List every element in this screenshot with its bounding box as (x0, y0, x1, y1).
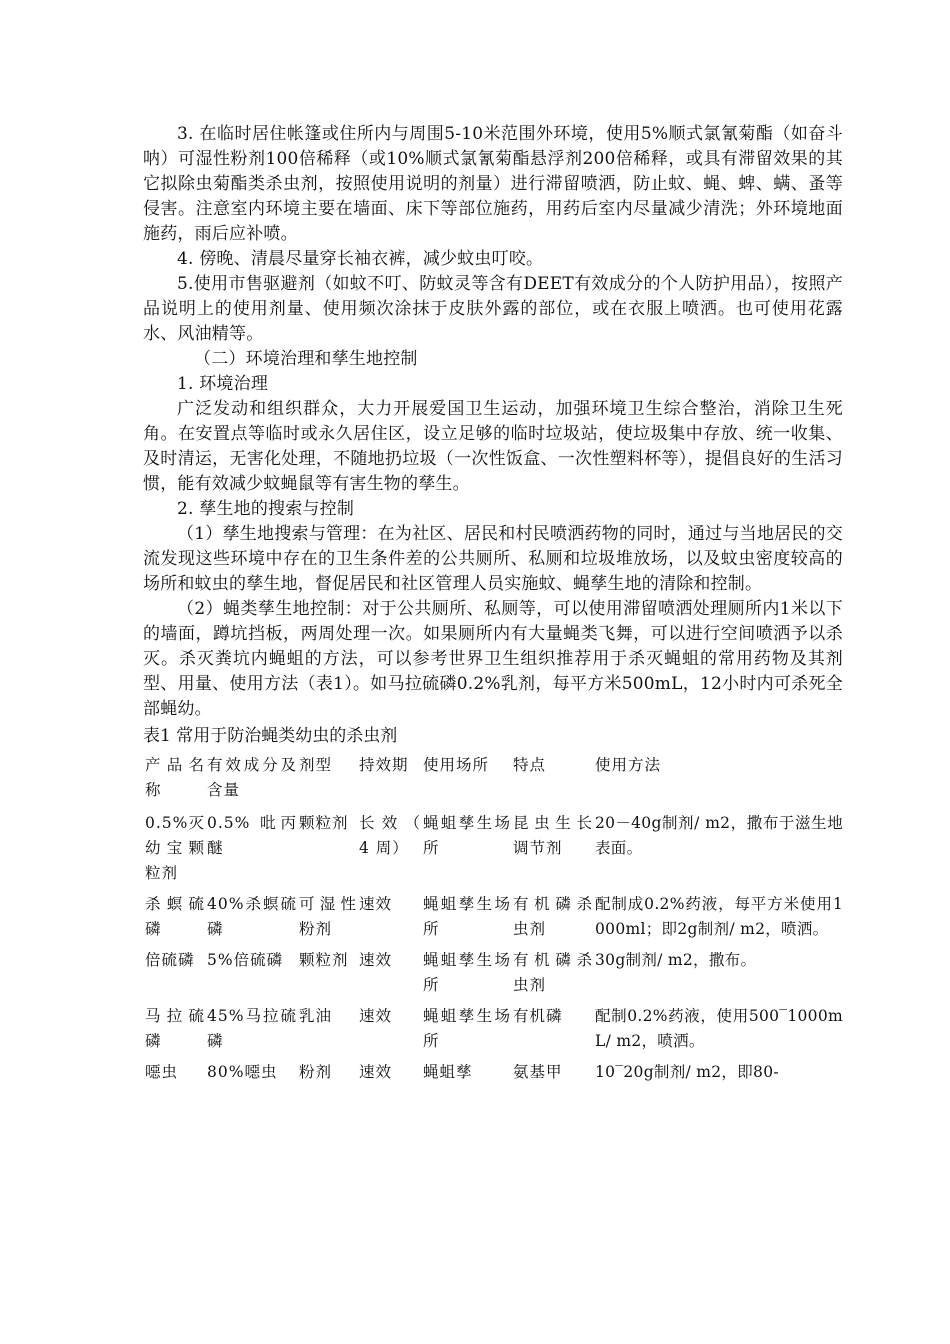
table-row (143, 1056, 843, 1087)
table-cell: 颗粒剂 (299, 951, 349, 969)
subheading-environment: 1. 环境治理 (177, 374, 269, 394)
table-cell: 蝇蛆孳生场所 (423, 1007, 511, 1050)
paragraph-environment: 广泛发动和组织群众，大力开展爱国卫生运动，加强环境卫生综合整治，消除卫生死角。在安置点等临时或永久居住区，设立足够的临时垃圾站，使垃圾集中存放、统一收集、及时清运，无害化处理，不随地扔垃圾（一次性饭盒、一次性塑料杯等），提倡良好的生活习惯，能有效减少蚊蝇鼠等有害生物的孳生。 (143, 399, 843, 494)
header-cell: 产品名称 (145, 756, 205, 799)
table-row (143, 888, 843, 944)
table-cell: 配制成0.2%药液，每平方米使用1000ml；即2g制剂/ m2，喷洒。 (595, 895, 843, 938)
table-cell: 昆虫生长调节剂 (513, 814, 593, 857)
document-page (143, 122, 843, 1087)
table-row (143, 1000, 843, 1056)
table-cell: 有机磷杀虫剂 (513, 895, 593, 938)
table-cell: 蝇蛆孳 (423, 1063, 473, 1081)
section-heading-2: （二）环境治理和孳生地控制 (194, 349, 418, 369)
header-cell: 使用场所 (423, 756, 490, 774)
table-header-row (143, 749, 843, 807)
header-cell: 使用方法 (595, 756, 662, 774)
table-cell: 倍硫磷 (145, 951, 195, 969)
table-row (143, 807, 843, 888)
table-cell: 蝇蛆孳生场所 (423, 951, 511, 994)
table-cell: 速效 (359, 895, 393, 913)
table-cell: 80%噁虫 (207, 1063, 278, 1081)
table-cell: 可湿性粉剂 (299, 895, 357, 938)
header-cell: 有效成分及含量 (207, 756, 297, 799)
table-cell: 有机磷 (513, 1007, 563, 1025)
table-cell: 粉剂 (299, 1063, 333, 1081)
table-cell: 颗粒剂 (299, 814, 349, 832)
paragraph-fly-control: （2）蝇类孳生地控制：对于公共厕所、私厕等，可以使用滞留喷洒处理厕所内1米以下的墙面，蹲坑挡板，两周处理一次。如果厕所内有大量蝇类飞舞，可以进行空间喷洒予以杀灭。杀灭粪坑内蝇蛆的方法，可以参考世界卫生组织推荐用于杀灭蝇蛆的常用药物及其剂型、用量、使用方法（表1）。如马拉硫磷0.2%乳剂，每平方米500mL，12小时内可杀死全部蝇幼。 (143, 599, 843, 719)
header-cell: 特点 (513, 756, 547, 774)
table-cell: 40%杀螟硫磷 (207, 895, 297, 938)
table-cell: 蝇蛆孳生场所 (423, 814, 511, 857)
table-cell: 蝇蛆孳生场所 (423, 895, 511, 938)
table-cell: 噁虫 (145, 1063, 179, 1081)
table-caption: 表1 常用于防治蝇类幼虫的杀虫剂 (143, 726, 398, 746)
header-cell: 剂型 (299, 756, 333, 774)
table-cell: 0.5%灭幼宝颗粒剂 (145, 814, 205, 882)
table-cell: 氨基甲 (513, 1063, 563, 1081)
table-cell: 有机磷杀虫剂 (513, 951, 593, 994)
subheading-breeding-sites: 2. 孳生地的搜索与控制 (177, 499, 355, 519)
table-cell: 乳油 (299, 1007, 333, 1025)
table-cell: 30g制剂/ m2，撒布。 (595, 951, 757, 969)
table-cell: 速效 (359, 951, 393, 969)
table-cell: 速效 (359, 1007, 393, 1025)
paragraph-5: 5.使用市售驱避剂（如蚊不叮、防蚊灵等含有DEET有效成分的个人防护用品），按照产品说明上的使用剂量、使用频次涂抹于皮肤外露的部位，或在衣服上喷洒。也可使用花露水、风油精等。 (143, 274, 843, 344)
table-cell: 0.5% 吡丙醚 (207, 814, 297, 857)
table-cell: 长效（ 4 周） (359, 814, 421, 857)
header-cell: 持效期 (359, 756, 409, 774)
table-row (143, 944, 843, 1000)
table-cell: 马拉硫磷 (145, 1007, 205, 1050)
table-cell: 速效 (359, 1063, 393, 1081)
table-cell: 杀螟硫磷 (145, 895, 205, 938)
table-cell: 10‾20g制剂/ m2，即80- (595, 1063, 779, 1081)
paragraph-breeding-search: （1）孳生地搜索与管理：在为社区、居民和村民喷洒药物的同时，通过与当地居民的交流发现这些环境中存在的卫生条件差的公共厕所、私厕和垃圾堆放场，以及蚊虫密度较高的场所和蚊虫的孳生地，督促居民和社区管理人员实施蚊、蝇孳生地的清除和控制。 (143, 524, 843, 594)
table-cell: 45%马拉硫磷 (207, 1007, 297, 1050)
paragraph-4: 4. 傍晚、清晨尽量穿长袖衣裤，减少蚊虫叮咬。 (177, 249, 544, 269)
paragraph-3: 3. 在临时居住帐篷或住所内与周围5-10米范围外环境，使用5%顺式氯氰菊酯（如奋斗呐）可湿性粉剂100倍稀释（或10%顺式氯氰菊酯悬浮剂200倍稀释，或具有滞留效果的其它拟除虫菊酯类杀虫剂，按照使用说明的剂量）进行滞留喷洒，防止蚊、蝇、蜱、螨、蚤等侵害。注意室内环境主要在墙面、床下等部位施药，用药后室内尽量减少清洗；外环境地面施药，雨后应补喷。 (143, 124, 843, 244)
insecticide-table (143, 749, 843, 1087)
table-cell: 5%倍硫磷 (207, 951, 284, 969)
table-cell: 20－40g制剂/ m2，撒布于滋生地表面。 (595, 814, 843, 857)
table-cell: 配制0.2%药液，使用500‾1000mL/ m2，喷洒。 (595, 1007, 843, 1050)
